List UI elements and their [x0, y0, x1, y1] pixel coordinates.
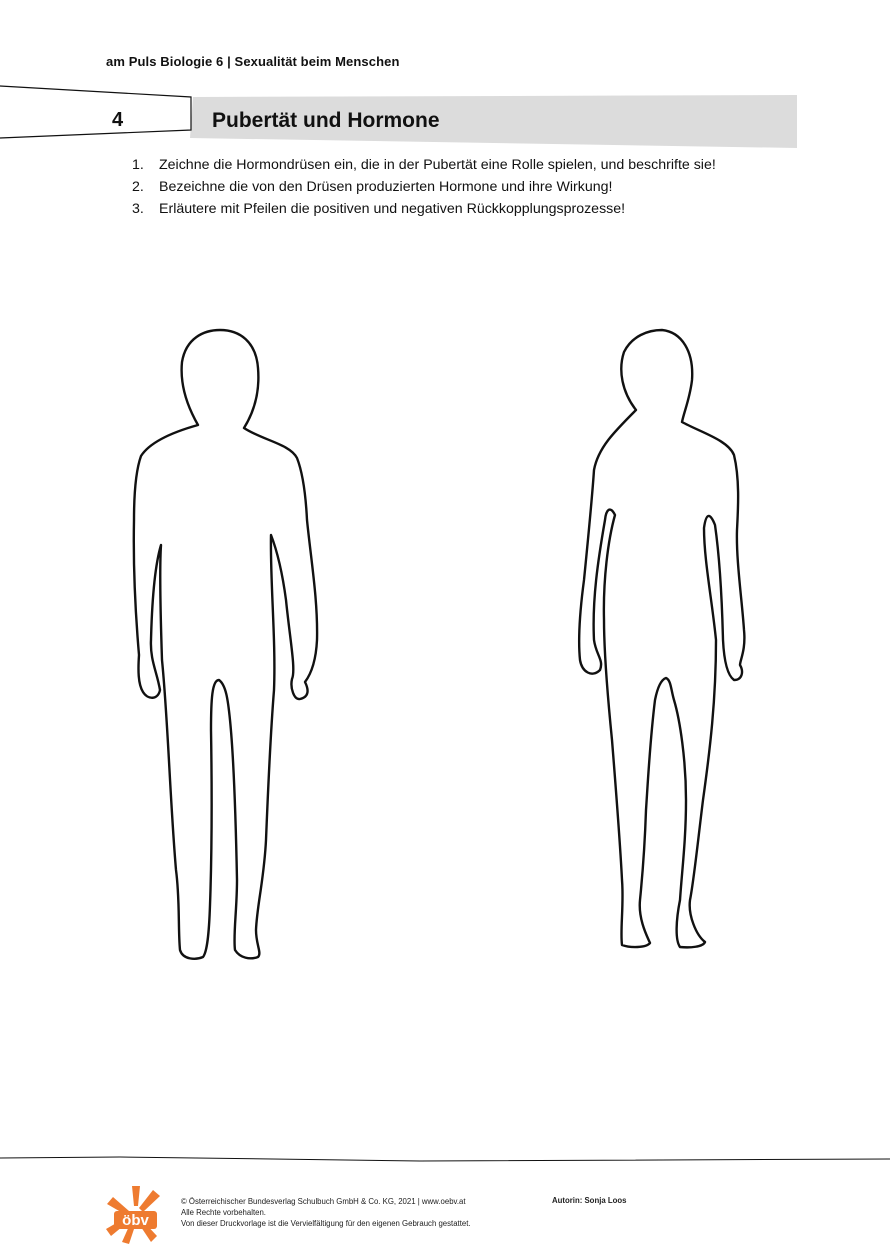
- footer-rule: [0, 1150, 890, 1170]
- logo-text: öbv: [122, 1212, 149, 1229]
- female-body-outline: [579, 330, 744, 947]
- running-head: am Puls Biologie 6 | Sexualität beim Menschen: [106, 54, 400, 69]
- footer-usage: Von dieser Druckvorlage ist die Vervielfältigung für den eigenen Gebrauch gestattet.: [181, 1219, 471, 1228]
- chapter-title: Pubertät und Hormone: [212, 109, 440, 132]
- oebv-logo: [105, 1184, 163, 1246]
- task-item: [132, 176, 716, 198]
- chapter-number: 4: [112, 109, 124, 131]
- title-band: [0, 84, 890, 154]
- task-number: 2.: [132, 179, 144, 195]
- task-number: 1.: [132, 157, 144, 173]
- task-text: Zeichne die Hormondrüsen ein, die in der Pubertät eine Rolle spielen, und beschrifte sie!: [159, 157, 716, 173]
- footer-copyright: © Österreichischer Bundesverlag Schulbuch GmbH & Co. KG, 2021 | www.oebv.at: [181, 1197, 466, 1206]
- footer-rights: Alle Rechte vorbehalten.: [181, 1208, 266, 1217]
- body-outlines-figure: [0, 300, 890, 1000]
- male-body-outline: [134, 330, 317, 959]
- task-item: [132, 198, 716, 220]
- task-text: Erläutere mit Pfeilen die positiven und negativen Rückkopplungsprozesse!: [159, 201, 626, 217]
- footer-author: Autorin: Sonja Loos: [552, 1196, 627, 1205]
- task-list: [132, 154, 716, 220]
- task-text: Bezeichne die von den Drüsen produzierten Hormone und ihre Wirkung!: [159, 179, 613, 195]
- footer-legal: [181, 1196, 471, 1229]
- task-item: [132, 154, 716, 176]
- task-number: 3.: [132, 201, 144, 217]
- chapter-box-lines: [0, 86, 191, 138]
